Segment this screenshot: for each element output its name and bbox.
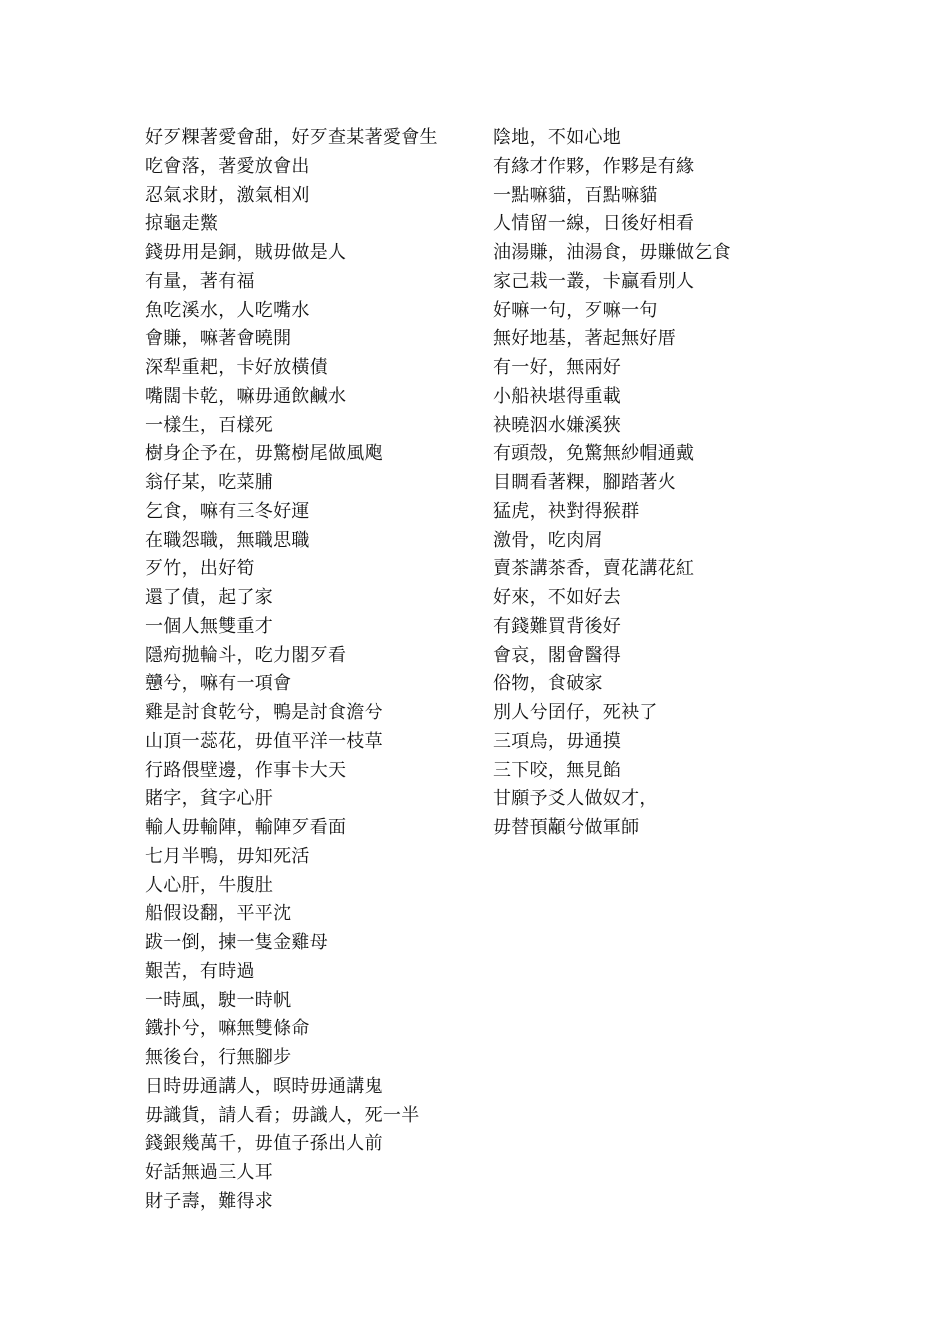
right-proverb: 有頭殼，免驚無紗帽通戴 (493, 443, 695, 465)
left-proverb: 人心肝，牛腹肚 (145, 874, 274, 896)
left-proverb: 深犁重耙，卡好放橫債 (145, 357, 328, 378)
right-proverb: 激骨，吃肉屑 (493, 529, 603, 551)
left-proverb: 跋一倒，揀一隻金雞母 (145, 932, 328, 953)
right-proverb: 俗物，食破家 (493, 673, 603, 695)
left-proverb: 好話無過三人耳 (145, 1162, 274, 1183)
right-proverb: 油湯賺，油湯食，毋賺做乞食 (493, 242, 731, 263)
left-proverb: 雞是討食乾兮，鴨是討食澹兮 (145, 702, 383, 723)
left-proverb: 一個人無雙重才 (145, 615, 274, 637)
left-proverb: 掠龜走鱉 (145, 213, 219, 235)
right-proverb: 三項烏，毋通摸 (493, 730, 622, 752)
right-proverb: 人情留一線，日後好相看 (493, 213, 695, 235)
left-proverb: 在職怨職，無職思職 (145, 529, 310, 551)
right-proverb: 甘願予爻人做奴才， (493, 788, 658, 810)
right-proverb: 猛虎，袂對得猴群 (493, 500, 640, 522)
left-proverb: 無後台，行無腳步 (145, 1047, 292, 1068)
left-proverb: 鐵扑兮，嘛無雙條命 (145, 1018, 310, 1040)
right-proverb: 有錢難買背後好 (493, 615, 622, 637)
left-proverb: 船假设翻，平平沈 (145, 903, 292, 925)
left-proverb: 日時毋通講人，暝時毋通講鬼 (145, 1075, 383, 1097)
left-proverb: 會賺，嘛著會曉開 (145, 328, 292, 350)
right-column (493, 124, 793, 843)
left-proverb: 錢毋用是銅，賊毋做是人 (145, 242, 347, 263)
left-proverb: 吃會落，著愛放會出 (145, 155, 310, 177)
right-proverb: 毋替頇顢兮做軍師 (493, 817, 640, 838)
left-proverb: 有量，著有福 (145, 270, 255, 292)
right-proverb: 陰地，不如心地 (493, 127, 622, 148)
left-proverb: 一時風，駛一時帆 (145, 989, 292, 1011)
left-proverb: 樹身企予在，毋驚樹尾做風飑 (145, 443, 383, 465)
right-proverb: 好來，不如好去 (493, 587, 622, 608)
left-proverb: 乞食，嘛有三冬好運 (145, 500, 310, 522)
right-proverb: 好嘛一句，歹嘛一句 (493, 299, 658, 321)
left-proverb: 還了債，起了家 (145, 587, 274, 608)
left-proverb: 歹竹，出好筍 (145, 558, 255, 580)
left-proverb: 山頂一蕊花，毋值平洋一枝草 (145, 730, 383, 752)
left-proverb: 忍氣求財，激氣相刈 (145, 184, 310, 206)
left-proverb: 艱苦，有時過 (145, 960, 255, 982)
right-proverb: 袂曉泅水嫌溪狹 (493, 414, 622, 436)
right-proverb: 有一好，無兩好 (493, 357, 622, 378)
left-proverb: 賭字，貧字心肝 (145, 788, 274, 810)
left-proverb: 財子壽，難得求 (145, 1190, 274, 1212)
left-proverb: 好歹粿著愛會甜，好歹查某著愛會生 (145, 127, 438, 148)
left-proverb: 錢銀幾萬千，毋值子孫出人前 (145, 1133, 383, 1155)
left-proverb: 輸人毋輸陣，輸陣歹看面 (145, 817, 347, 838)
right-proverb: 一點嘛貓，百點嘛貓 (493, 184, 658, 206)
right-proverb: 會哀，閣會醫得 (493, 644, 622, 666)
right-proverb: 小船袂堪得重載 (493, 385, 622, 407)
left-proverb: 行路偎壁邊，作事卡大天 (145, 759, 347, 781)
left-proverb: 翁仔某，吃菜脯 (145, 472, 274, 493)
right-proverb: 目睭看著粿，腳踏著火 (493, 472, 676, 493)
left-proverb: 一樣生，百樣死 (145, 414, 274, 436)
left-proverb: 嘴闊卡乾，嘛毋通飲鹹水 (145, 385, 347, 407)
right-proverb: 三下咬，無見餡 (493, 759, 622, 781)
right-proverb: 別人兮囝仔，死袂了 (493, 702, 658, 723)
left-proverb: 毋識貨，請人看；毋識人，死一半 (145, 1104, 420, 1126)
right-proverb: 家己栽一叢，卡贏看別人 (493, 270, 695, 292)
right-proverb: 無好地基，著起無好厝 (493, 328, 676, 350)
left-proverb: 隱痀拋輪斗，吃力閣歹看 (145, 644, 347, 666)
left-proverb: 戇兮，嘛有一項會 (145, 673, 292, 695)
left-proverb: 魚吃溪水，人吃嘴水 (145, 299, 310, 321)
left-proverb: 七月半鴨，毋知死活 (145, 845, 310, 867)
left-column (145, 124, 475, 1217)
right-proverb: 有緣才作夥，作夥是有緣 (493, 155, 695, 177)
right-proverb: 賣茶講茶香，賣花講花紅 (493, 558, 695, 580)
